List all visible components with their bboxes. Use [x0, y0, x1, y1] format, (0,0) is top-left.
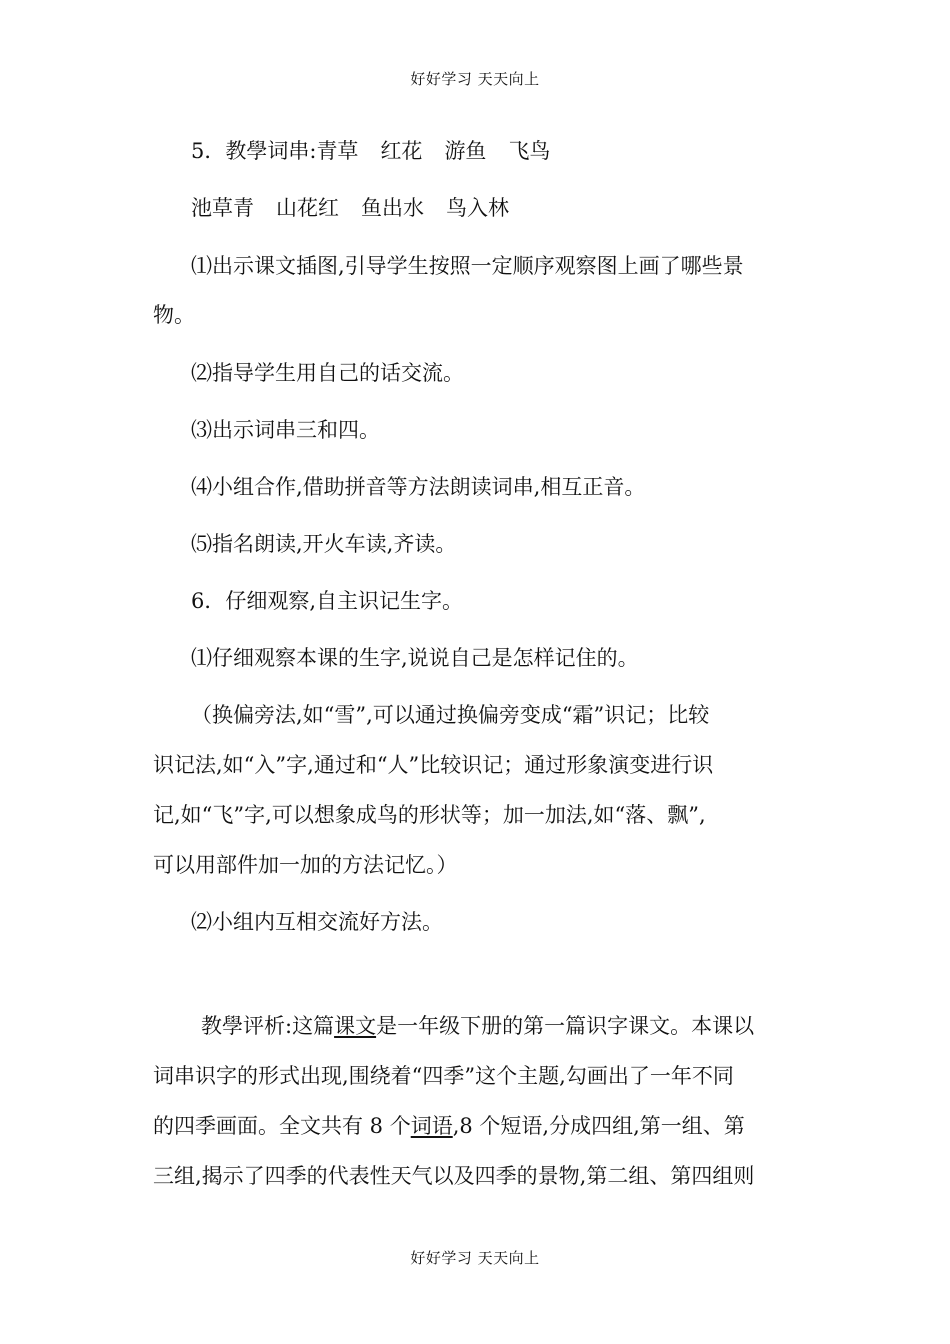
page-header: 好好学习 天天向上: [410, 70, 540, 88]
review-label: 教學评析:这篇: [201, 1014, 335, 1038]
page-footer: 好好学习 天天向上: [410, 1249, 540, 1267]
review-line-1: [201, 1011, 754, 1041]
word-chain-5: 池草青: [191, 196, 254, 220]
review-line-4: 三组,揭示了四季的代表性天气以及四季的景物,第二组、第四组则: [153, 1164, 755, 1188]
word-chain-4: 飞鸟: [508, 139, 551, 163]
step-6-1: ⑴仔细观察本课的生字,说说自己是怎样记住的。: [191, 646, 639, 670]
review-underlined-1: 课文: [334, 1014, 377, 1038]
word-chain-2: 红花: [380, 139, 423, 163]
step-5-3: ⑶出示词串三和四。: [191, 418, 380, 442]
step-5-5: ⑸指名朗读,开火车读,齐读。: [191, 532, 457, 556]
word-chain-8: 鸟入林: [446, 196, 509, 220]
word-chain-6: 山花红: [276, 196, 339, 220]
review-line-3-rest: ,8 个短语,分成四组,第一组、第: [452, 1114, 745, 1138]
review-line-2: 词串识字的形式出现,围绕着“四季”这个主题,勾画出了一年不同: [153, 1064, 734, 1088]
word-chain-7: 鱼出水: [361, 196, 424, 220]
step-5-1-line-2: 物。: [153, 303, 195, 327]
note-line-2: 识记法,如“入”字,通过和“人”比较识记；通过形象演变进行识: [153, 753, 714, 777]
note-line-3: 记,如“飞”字,可以想象成鸟的形状等；加一加法,如“落、飘”,: [153, 803, 706, 827]
step-5-1-line-1: ⑴出示课文插图,引导学生按照一定顺序观察图上画了哪些景: [191, 254, 744, 278]
review-line-1-rest: 是一年级下册的第一篇识字课文。本课以: [376, 1014, 755, 1038]
step-5-2: ⑵指导学生用自己的话交流。: [191, 361, 464, 385]
word-chain-1: 青草: [316, 139, 359, 163]
word-chain-row-2: [191, 193, 509, 223]
review-underlined-2: 词语: [410, 1114, 453, 1138]
note-line-1: （换偏旁法,如“雪”,可以通过换偏旁变成“霜”识记；比较: [191, 703, 710, 727]
step-5-4: ⑷小组合作,借助拼音等方法朗读词串,相互正音。: [191, 475, 646, 499]
review-line-3: [153, 1111, 745, 1141]
note-line-4: 可以用部件加一加的方法记忆。）: [153, 853, 458, 877]
item-6-title: 6．仔细观察,自主识记生字。: [191, 589, 464, 613]
item-5-label: 5．教學词串:: [191, 139, 317, 163]
word-chain-3: 游鱼: [444, 139, 487, 163]
item-5-line: [191, 136, 550, 166]
review-line-3-start: 的四季画面。全文共有 8 个: [153, 1114, 411, 1138]
step-6-2: ⑵小组内互相交流好方法。: [191, 910, 443, 934]
